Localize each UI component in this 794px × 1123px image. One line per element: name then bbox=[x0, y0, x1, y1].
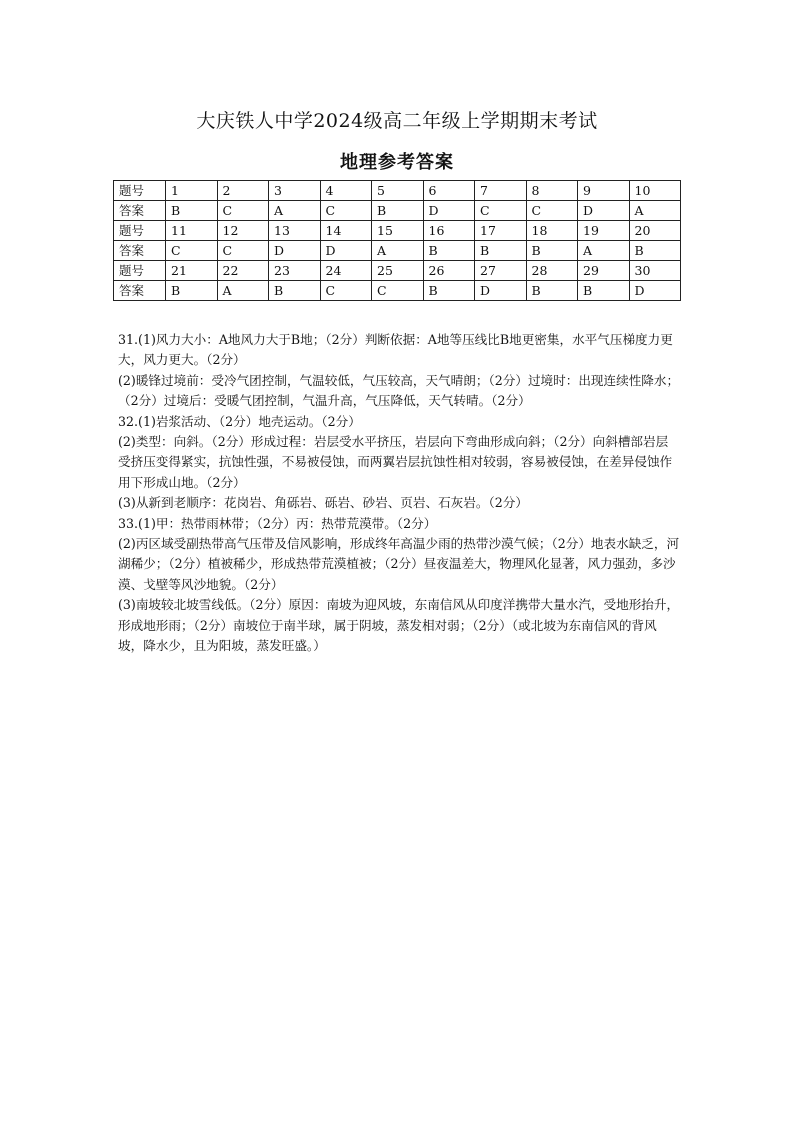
table-cell: 9 bbox=[578, 181, 630, 201]
table-cell: 7 bbox=[475, 181, 527, 201]
table-cell: B bbox=[269, 281, 321, 301]
table-cell: D bbox=[578, 201, 630, 221]
answer-paragraph: (2)丙区域受副热带高气压带及信风影响，形成终年高温少雨的热带沙漠气候；（2分）地表水缺乏，河湖稀少；（2分）植被稀少，形成热带荒漠植被；（2分）昼夜温差大，物理风化显著，风力强劲，多沙漠、戈壁等风沙地貌。（2分） bbox=[118, 536, 680, 592]
table-cell: 5 bbox=[372, 181, 424, 201]
table-cell: C bbox=[217, 241, 269, 261]
table-cell: 29 bbox=[578, 261, 630, 281]
table-row bbox=[114, 201, 681, 221]
table-cell: D bbox=[320, 241, 372, 261]
table-cell: 2 bbox=[217, 181, 269, 201]
table-cell: 6 bbox=[423, 181, 475, 201]
table-cell: 20 bbox=[629, 221, 681, 241]
table-cell: 13 bbox=[269, 221, 321, 241]
table-row bbox=[114, 261, 681, 281]
table-cell: B bbox=[629, 241, 681, 261]
row-header-cell: 答案 bbox=[114, 201, 166, 221]
answer-table-body bbox=[114, 181, 681, 301]
table-row bbox=[114, 281, 681, 301]
table-row bbox=[114, 221, 681, 241]
table-cell: A bbox=[217, 281, 269, 301]
table-cell: 23 bbox=[269, 261, 321, 281]
row-header-cell: 题号 bbox=[114, 181, 166, 201]
table-cell: C bbox=[217, 201, 269, 221]
table-cell: 8 bbox=[526, 181, 578, 201]
table-cell: 21 bbox=[166, 261, 218, 281]
table-cell: C bbox=[475, 201, 527, 221]
table-row bbox=[114, 181, 681, 201]
table-cell: 17 bbox=[475, 221, 527, 241]
row-header-cell: 答案 bbox=[114, 281, 166, 301]
table-cell: B bbox=[166, 201, 218, 221]
table-cell: 14 bbox=[320, 221, 372, 241]
table-cell: 11 bbox=[166, 221, 218, 241]
answer-paragraph: 31.(1)风力大小：A地风力大于B地；（2分）判断依据：A地等压线比B地更密集，水平气压梯度力更大，风力更大。（2分） bbox=[118, 332, 673, 368]
answer-paragraph: (3)南坡较北坡雪线低。（2分）原因：南坡为迎风坡，东南信风从印度洋携带大量水汽，受地形抬升，形成地形雨；（2分）南坡位于南半球，属于阴坡，蒸发相对弱；（2分）（或北坡为东南信风的背风坡，降水少，且为阳坡，蒸发旺盛。） bbox=[118, 597, 680, 654]
row-header-cell: 题号 bbox=[114, 261, 166, 281]
table-cell: 4 bbox=[320, 181, 372, 201]
table-cell: 28 bbox=[526, 261, 578, 281]
table-cell: 24 bbox=[320, 261, 372, 281]
table-cell: D bbox=[629, 281, 681, 301]
table-cell: B bbox=[166, 281, 218, 301]
table-cell: B bbox=[423, 241, 475, 261]
answer-table bbox=[113, 180, 681, 301]
table-cell: 1 bbox=[166, 181, 218, 201]
table-cell: 25 bbox=[372, 261, 424, 281]
table-cell: B bbox=[423, 281, 475, 301]
table-cell: 16 bbox=[423, 221, 475, 241]
table-cell: 12 bbox=[217, 221, 269, 241]
answer-paragraph: (2)类型：向斜。（2分）形成过程：岩层受水平挤压，岩层向下弯曲形成向斜；（2分）向斜槽部岩层受挤压变得紧实，抗蚀性强，不易被侵蚀，而两翼岩层抗蚀性相对较弱，容易被侵蚀，在差异侵蚀作用下形成山地。（2分） bbox=[118, 434, 673, 490]
table-cell: 15 bbox=[372, 221, 424, 241]
table-cell: A bbox=[629, 201, 681, 221]
table-cell: C bbox=[320, 201, 372, 221]
document-subtitle: 地理参考答案 bbox=[340, 152, 454, 173]
table-cell: 30 bbox=[629, 261, 681, 281]
answer-paragraph: (2)暖锋过境前：受冷气团控制，气温较低，气压较高，天气晴朗；（2分）过境时：出现连续性降水；（2分）过境后：受暖气团控制，气温升高，气压降低，天气转晴。（2分） bbox=[118, 372, 680, 409]
answer-paragraph: (3)从新到老顺序：花岗岩、角砾岩、砾岩、砂岩、页岩、石灰岩。（2分） bbox=[118, 495, 528, 511]
table-cell: 10 bbox=[629, 181, 681, 201]
table-cell: D bbox=[475, 281, 527, 301]
table-cell: A bbox=[372, 241, 424, 261]
table-cell: 3 bbox=[269, 181, 321, 201]
table-cell: D bbox=[423, 201, 475, 221]
table-cell: 18 bbox=[526, 221, 578, 241]
answer-paragraph: 33.(1)甲：热带雨林带；（2分）丙：热带荒漠带。（2分） bbox=[118, 515, 437, 531]
table-cell: B bbox=[526, 281, 578, 301]
row-header-cell: 答案 bbox=[114, 241, 166, 261]
table-cell: 26 bbox=[423, 261, 475, 281]
document-title: 大庆铁人中学2024级高二年级上学期期末考试 bbox=[196, 110, 598, 132]
table-cell: 19 bbox=[578, 221, 630, 241]
table-cell: C bbox=[526, 201, 578, 221]
table-cell: B bbox=[372, 201, 424, 221]
table-cell: D bbox=[269, 241, 321, 261]
table-cell: A bbox=[269, 201, 321, 221]
table-cell: C bbox=[166, 241, 218, 261]
table-cell: B bbox=[526, 241, 578, 261]
table-cell: C bbox=[372, 281, 424, 301]
table-cell: 22 bbox=[217, 261, 269, 281]
table-cell: B bbox=[475, 241, 527, 261]
table-cell: A bbox=[578, 241, 630, 261]
row-header-cell: 题号 bbox=[114, 221, 166, 241]
table-row bbox=[114, 241, 681, 261]
table-cell: 27 bbox=[475, 261, 527, 281]
answer-paragraph: 32.(1)岩浆活动、（2分）地壳运动。（2分） bbox=[118, 413, 361, 429]
answer-explanations bbox=[118, 330, 680, 657]
table-cell: B bbox=[578, 281, 630, 301]
table-cell: C bbox=[320, 281, 372, 301]
